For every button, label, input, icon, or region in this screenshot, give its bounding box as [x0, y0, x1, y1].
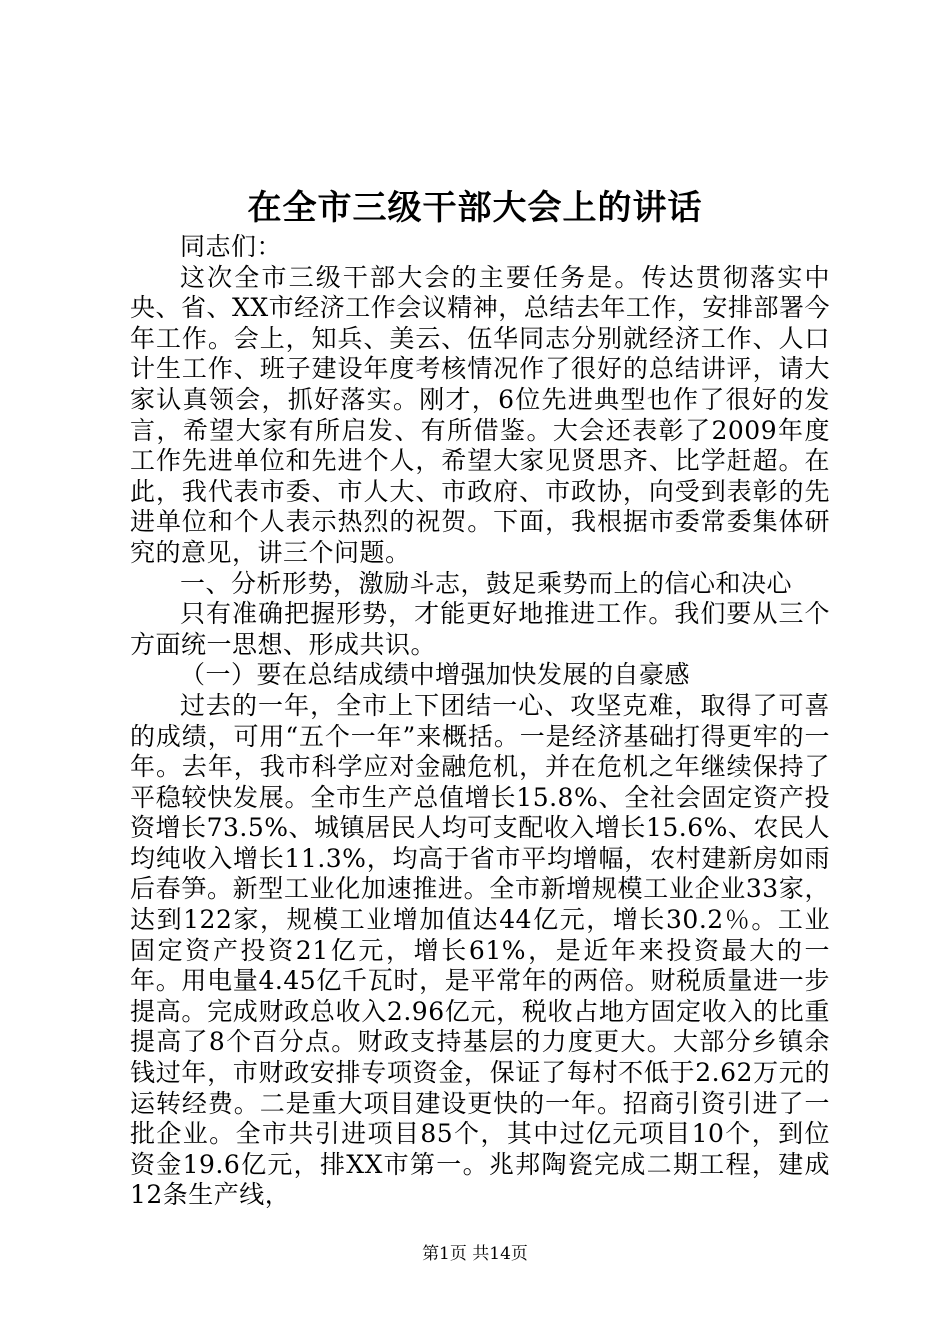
page-footer: 第1页 共14页 [422, 1244, 528, 1264]
body-paragraph: 过去的一年，全市上下团结一心、攻坚克难，取得了可喜的成绩，可用“五个一年”来概括。一是经济基础打得更牢的一年。去年，我市科学应对金融危机，并在危机之年继续保持了平稳较快发展。全市生产总值增长15.8%、全社会固定资产投资增长73.5%、城镇居民人均可支配收入增长15.6%、农民人均纯收入增长11.3%，均高于省市平均增幅，农村建新房如雨后春笋。新型工业化加速推进。全市新增规模工业企业33家，达到122家，规模工业增加值达44亿元，增长30.2％。工业固定资产投资21亿元，增长61%，是近年来投资最大的一年。用电量4.45亿千瓦时，是平常年的两倍。财税质量进一步提高。完成财政总收入2.96亿元，税收占地方固定收入的比重提高了8个百分点。财政支持基层的力度更大。大部分乡镇余钱过年，市财政安排专项资金，保证了每村不低于2.62万元的运转经费。二是重大项目建设更快的一年。招商引资引进了一批企业。全市共引进项目85个，其中过亿元项目10个，到位资金19.6亿元，排XX市第一。兆邦陶瓷完成二期工程，建成12条生产线， [130, 690, 830, 1210]
document-title: 在全市三级干部大会上的讲话 [247, 188, 703, 228]
body-paragraph: 只有准确把握形势，才能更好地推进工作。我们要从三个方面统一思想、形成共识。 [130, 599, 830, 659]
salutation-paragraph: 同志们： [180, 232, 283, 261]
section-heading: 一、分析形势，激励斗志，鼓足乘势而上的信心和决心 [180, 568, 793, 598]
subsection-heading: （一）要在总结成绩中增强加快发展的自豪感 [180, 660, 691, 690]
body-paragraph: 这次全市三级干部大会的主要任务是。传达贯彻落实中央、省、XX市经济工作会议精神，总结去年工作，安排部署今年工作。会上，知兵、美云、伍华同志分别就经济工作、人口计生工作、班子建设年度考核情况作了很好的总结讲评，请大家认真领会，抓好落实。刚才，6位先进典型也作了很好的发言，希望大家有所启发、有所借鉴。大会还表彰了2009年度工作先进单位和先进个人，希望大家见贤思齐、比学赶超。在此，我代表市委、市人大、市政府、市政协，向受到表彰的先进单位和个人表示热烈的祝贺。下面，我根据市委常委集体研究的意见，讲三个问题。 [130, 262, 830, 567]
document-body [130, 232, 830, 1211]
